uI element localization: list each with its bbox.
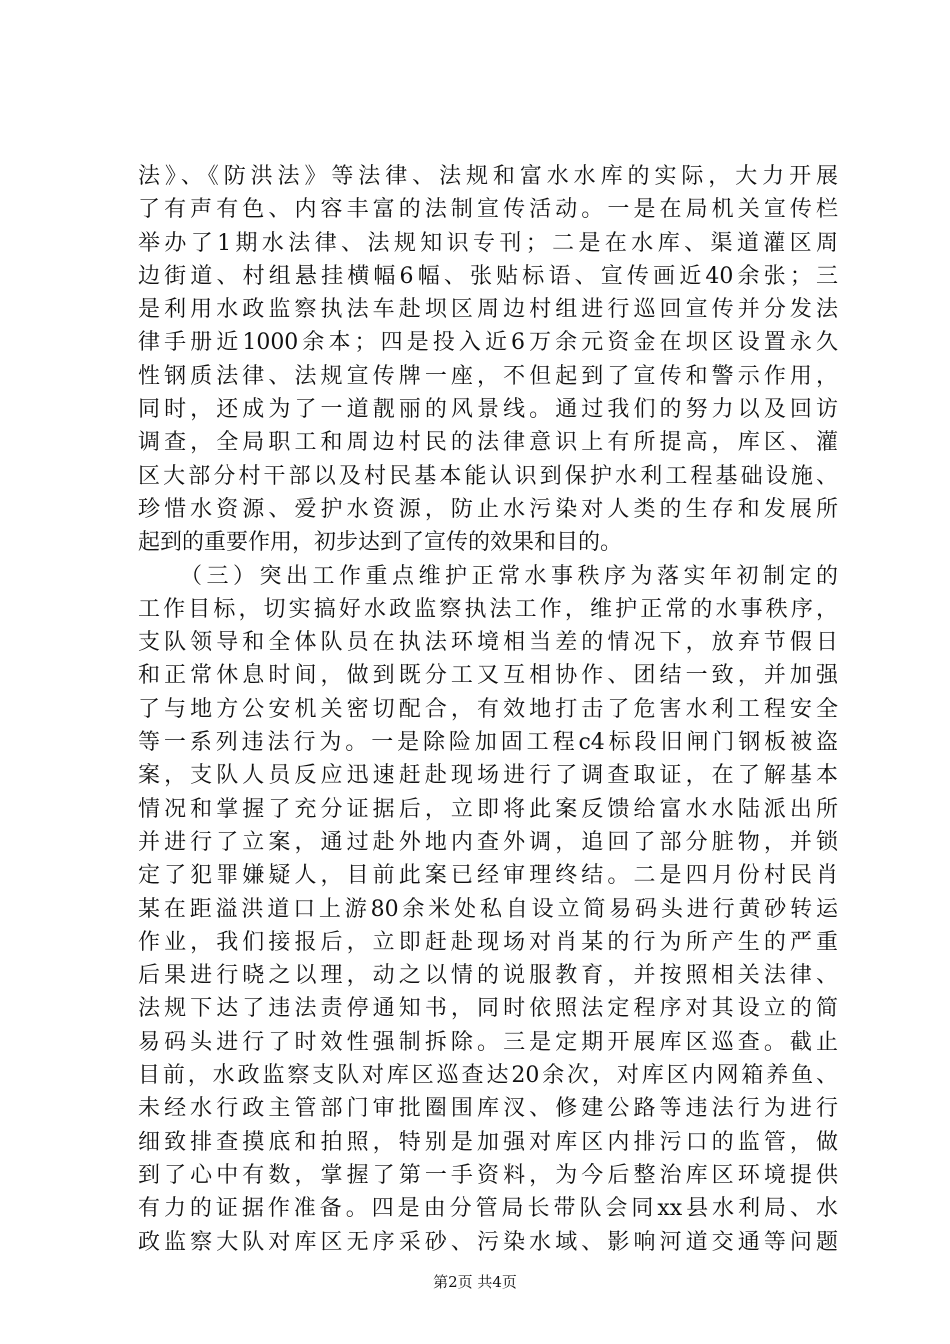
text-line: 工作目标，切实搞好水政监察执法工作，维护正常的水事秩序， <box>138 596 838 622</box>
text-line: 调查，全局职工和周边村民的法律意识上有所提高，库区、灌 <box>138 430 838 456</box>
text-line: 支队领导和全体队员在执法环境相当差的情况下，放弃节假日 <box>138 630 838 656</box>
text-line: 某在距溢洪道口上游80余米处私自设立简易码头进行黄砂转运 <box>138 896 838 922</box>
text-line: 同时，还成为了一道靓丽的风景线。通过我们的努力以及回访 <box>138 397 838 423</box>
text-line: 珍惜水资源、爱护水资源，防止水污染对人类的生存和发展所 <box>138 496 838 522</box>
text-line: 了与地方公安机关密切配合，有效地打击了危害水利工程安全 <box>138 696 838 722</box>
text-line: 法规下达了违法责停通知书，同时依照法定程序对其设立的简 <box>138 996 838 1022</box>
text-line: 边街道、村组悬挂横幅6幅、张贴标语、宣传画近40余张；三 <box>138 263 838 289</box>
text-line: 举办了1期水法律、法规知识专刊；二是在水库、渠道灌区周 <box>138 230 838 256</box>
text-line: （三）突出工作重点维护正常水事秩序为落实年初制定的 <box>138 563 838 589</box>
text-line: 定了犯罪嫌疑人，目前此案已经审理终结。二是四月份村民肖 <box>138 863 838 889</box>
text-line: 后果进行晓之以理，动之以情的说服教育，并按照相关法律、 <box>138 963 838 989</box>
page-footer: 第2页 共4页 <box>433 1273 517 1291</box>
text-line: 法》、《防洪法》等法律、法规和富水水库的实际，大力开展 <box>138 164 838 189</box>
body-text <box>138 160 838 1259</box>
text-line: 律手册近1000余本；四是投入近6万余元资金在坝区设置永久 <box>138 330 838 356</box>
text-line: 政监察大队对库区无序采砂、污染水域、影响河道交通等问题 <box>138 1229 838 1255</box>
text-line: 区大部分村干部以及村民基本能认识到保护水利工程基础设施、 <box>138 463 838 489</box>
text-line: 案，支队人员反应迅速赶赴现场进行了调查取证，在了解基本 <box>138 763 838 789</box>
text-line: 作业，我们接报后，立即赶赴现场对肖某的行为所产生的严重 <box>138 929 838 955</box>
text-line: 并进行了立案，通过赴外地内查外调，追回了部分脏物，并锁 <box>138 829 838 855</box>
text-line: 是利用水政监察执法车赴坝区周边村组进行巡回宣传并分发法 <box>138 297 838 323</box>
text-line: 性钢质法律、法规宣传牌一座，不但起到了宣传和警示作用， <box>138 363 838 389</box>
text-line: 起到的重要作用，初步达到了宣传的效果和目的。 <box>138 530 623 556</box>
text-line: 到了心中有数，掌握了第一手资料，为今后整治库区环境提供 <box>138 1162 838 1188</box>
text-line: 和正常休息时间，做到既分工又互相协作、团结一致，并加强 <box>138 663 838 689</box>
text-line: 等一系列违法行为。一是除险加固工程c4标段旧闸门钢板被盗 <box>138 730 838 756</box>
text-line: 细致排查摸底和拍照，特别是加强对库区内排污口的监管，做 <box>138 1129 838 1155</box>
text-line: 易码头进行了时效性强制拆除。三是定期开展库区巡查。截止 <box>138 1029 838 1055</box>
text-line: 情况和掌握了充分证据后，立即将此案反馈给富水水陆派出所 <box>138 796 838 822</box>
text-line: 有力的证据作准备。四是由分管局长带队会同xx县水利局、水 <box>138 1196 838 1222</box>
text-line: 未经水行政主管部门审批圈围库汊、修建公路等违法行为进行 <box>138 1096 838 1122</box>
text-line: 了有声有色、内容丰富的法制宣传活动。一是在局机关宣传栏 <box>138 197 838 223</box>
text-line: 目前，水政监察支队对库区巡查达20余次，对库区内网箱养鱼、 <box>138 1063 838 1089</box>
